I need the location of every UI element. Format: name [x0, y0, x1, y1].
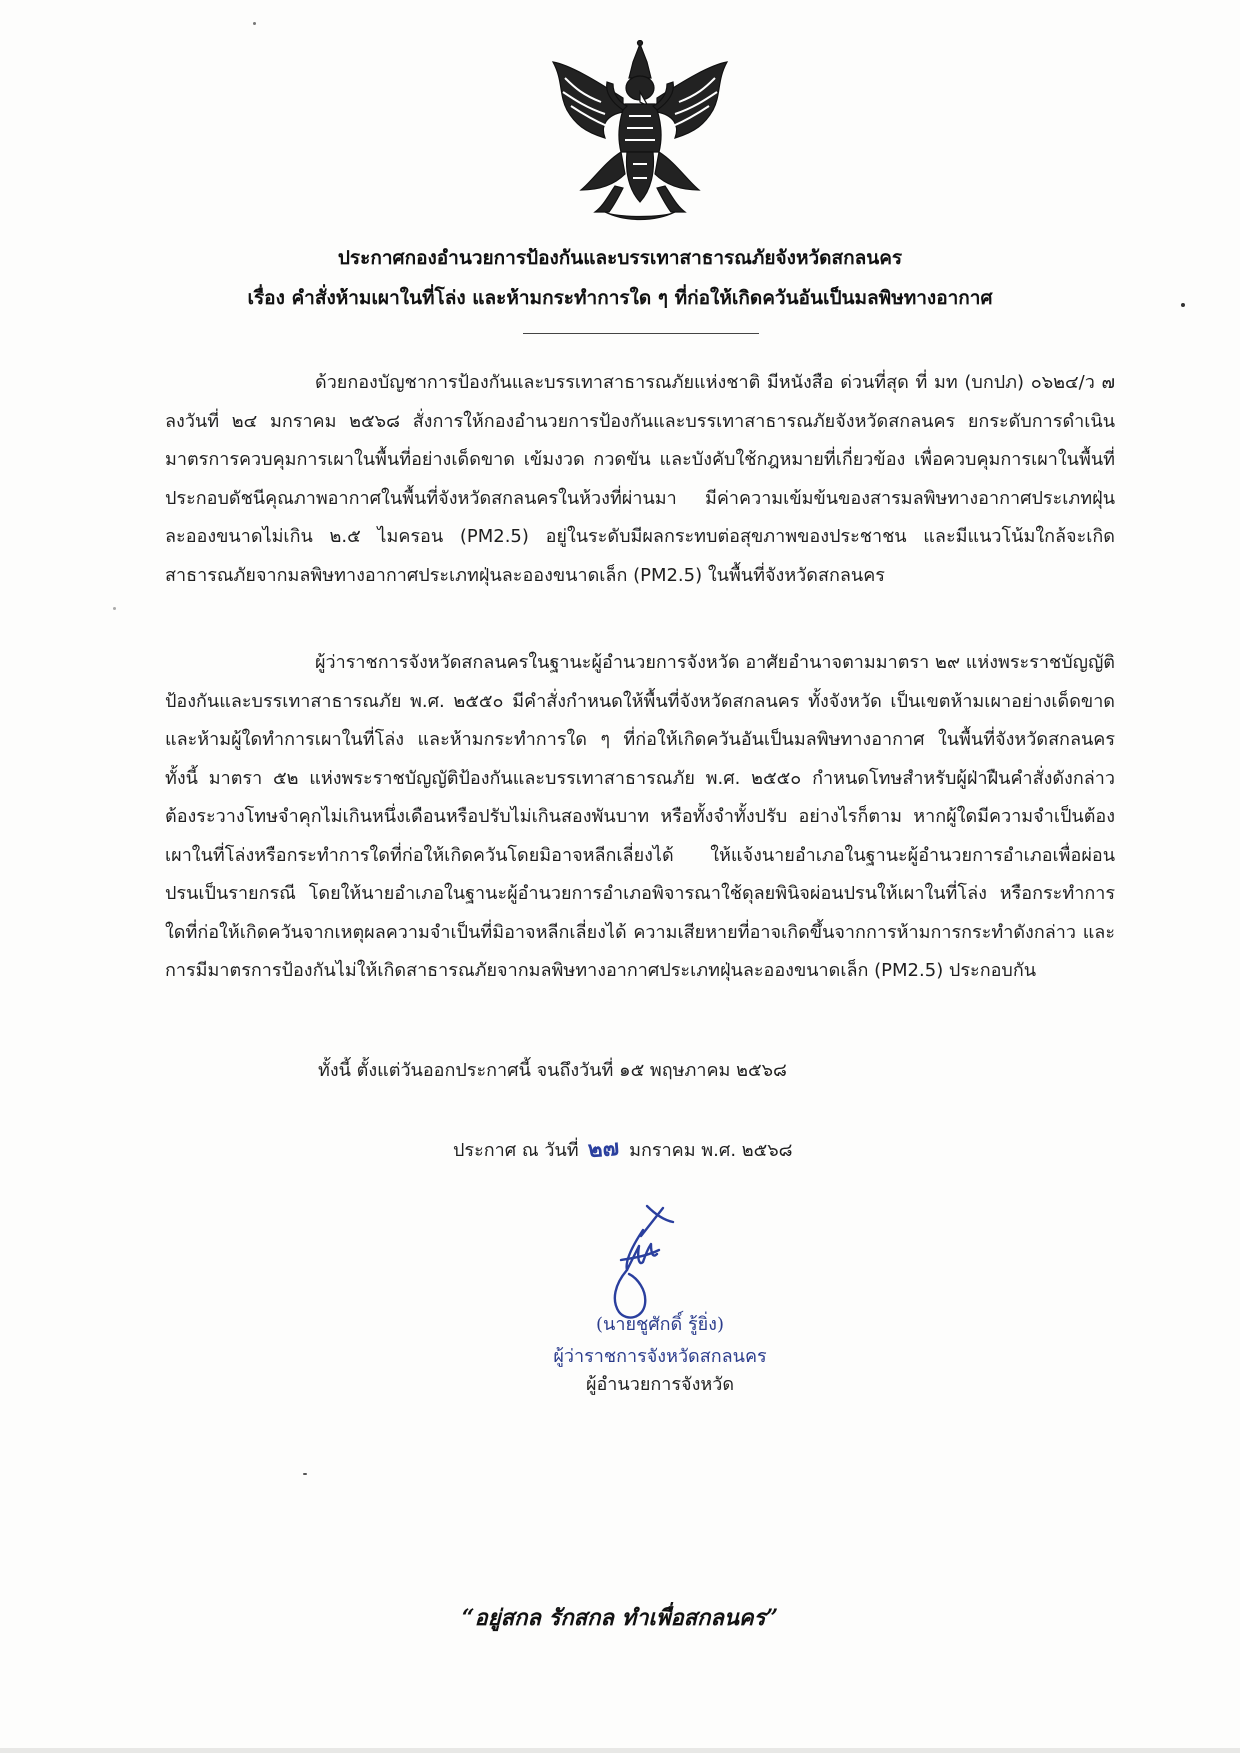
- signatory-position: ผู้ว่าราชการจังหวัดสกลนคร: [553, 1346, 767, 1367]
- date-prefix: ประกาศ ณ วันที่: [453, 1140, 579, 1161]
- effective-period: ทั้งนี้ ตั้งแต่วันออกประกาศนี้ จนถึงวันที่ ๑๕ พฤษภาคม ๒๕๖๘: [318, 1060, 787, 1081]
- signatory-name: (นายชูศักดิ์ รู้ยิ่ง): [596, 1314, 724, 1335]
- handwritten-signature-icon: [585, 1200, 695, 1325]
- date-day-handwritten: ๒๗: [587, 1134, 621, 1164]
- scan-speck: [113, 607, 116, 610]
- provincial-motto: “อยู่สกล รักสกล ทำเพื่อสกลนคร”: [461, 1605, 779, 1631]
- scan-bottom-edge: [0, 1748, 1240, 1753]
- date-suffix: มกราคม พ.ศ. ๒๕๖๘: [629, 1140, 793, 1161]
- body-paragraph-1: ด้วยกองบัญชาการป้องกันและบรรเทาสาธารณภัยแห่งชาติ มีหนังสือ ด่วนที่สุด ที่ มท (บกปภ) ๐๖๒๔/ว ๗ ลงวันที่ ๒๔ มกราคม ๒๕๖๘ สั่งการให้กองอำนวยการป้องกันและบรรเทาสาธารณภัยจังหวัดสกลนคร ยกระดับการดำเนินมาตรการควบคุมการเผาในพื้นที่อย่างเด็ดขาด เข้มงวด กวดขัน และบังคับใช้กฎหมายที่เกี่ยวข้อง เพื่อควบคุมการเผาในพื้นที่ ประกอบดัชนีคุณภาพอากาศในพื้นที่จังหวัดสกลนครในห้วงที่ผ่านมา มีค่าความเข้มข้นของสารมลพิษทางอากาศประเภทฝุ่นละอองขนาดไม่เกิน ๒.๕ ไมครอน (PM2.5) อยู่ในระดับมีผลกระทบต่อสุขภาพของประชาชน และมีแนวโน้มใกล้จะเกิดสาธารณภัยจากมลพิษทางอากาศประเภทฝุ่นละอองขนาดเล็ก (PM2.5) ในพื้นที่จังหวัดสกลนคร: [165, 372, 1115, 586]
- announcement-subject: เรื่อง คำสั่งห้ามเผาในที่โล่ง และห้ามกระทำการใด ๆ ที่ก่อให้เกิดควันอันเป็นมลพิษทางอากาศ: [247, 287, 993, 309]
- scan-speck: [1181, 303, 1185, 307]
- scan-speck: [253, 22, 256, 25]
- scan-speck: [303, 1473, 307, 1475]
- announcement-date: [453, 1134, 793, 1166]
- heading-divider: [523, 333, 759, 334]
- garuda-emblem-icon: [545, 40, 735, 225]
- announcement-heading: ประกาศกองอำนวยการป้องกันและบรรเทาสาธารณภัยจังหวัดสกลนคร: [337, 247, 903, 269]
- signatory-role: ผู้อำนวยการจังหวัด: [585, 1374, 735, 1395]
- body-paragraph-2: ผู้ว่าราชการจังหวัดสกลนครในฐานะผู้อำนวยการจังหวัด อาศัยอำนาจตามมาตรา ๒๙ แห่งพระราชบัญญัติป้องกันและบรรเทาสาธารณภัย พ.ศ. ๒๕๕๐ มีคำสั่งกำหนดให้พื้นที่จังหวัดสกลนคร ทั้งจังหวัด เป็นเขตห้ามเผาอย่างเด็ดขาด และห้ามผู้ใดทำการเผาในที่โล่ง และห้ามกระทำการใด ๆ ที่ก่อให้เกิดควันอันเป็นมลพิษทางอากาศ ในพื้นที่จังหวัดสกลนคร ทั้งนี้ มาตรา ๕๒ แห่งพระราชบัญญัติป้องกันและบรรเทาสาธารณภัย พ.ศ. ๒๕๕๐ กำหนดโทษสำหรับผู้ฝ่าฝืนคำสั่งดังกล่าวต้องระวางโทษจำคุกไม่เกินหนึ่งเดือนหรือปรับไม่เกินสองพันบาท หรือทั้งจำทั้งปรับ อย่างไรก็ตาม หากผู้ใดมีความจำเป็นต้องเผาในที่โล่งหรือกระทำการใดที่ก่อให้เกิดควันโดยมิอาจหลีกเลี่ยงได้ ให้แจ้งนายอำเภอในฐานะผู้อำนวยการอำเภอเพื่อผ่อนปรนเป็นรายกรณี โดยให้นายอำเภอในฐานะผู้อำนวยการอำเภอพิจารณาใช้ดุลยพินิจผ่อนปรนให้เผาในที่โล่ง หรือกระทำการใดที่ก่อให้เกิดควันจากเหตุผลความจำเป็นที่มิอาจหลีกเลี่ยงได้ ความเสียหายที่อาจเกิดขึ้นจากการห้ามการกระทำดังกล่าว และการมีมาตรการป้องกันไม่ให้เกิดสาธารณภัยจากมลพิษทางอากาศประเภทฝุ่นละอองขนาดเล็ก (PM2.5) ประกอบกัน: [165, 652, 1115, 981]
